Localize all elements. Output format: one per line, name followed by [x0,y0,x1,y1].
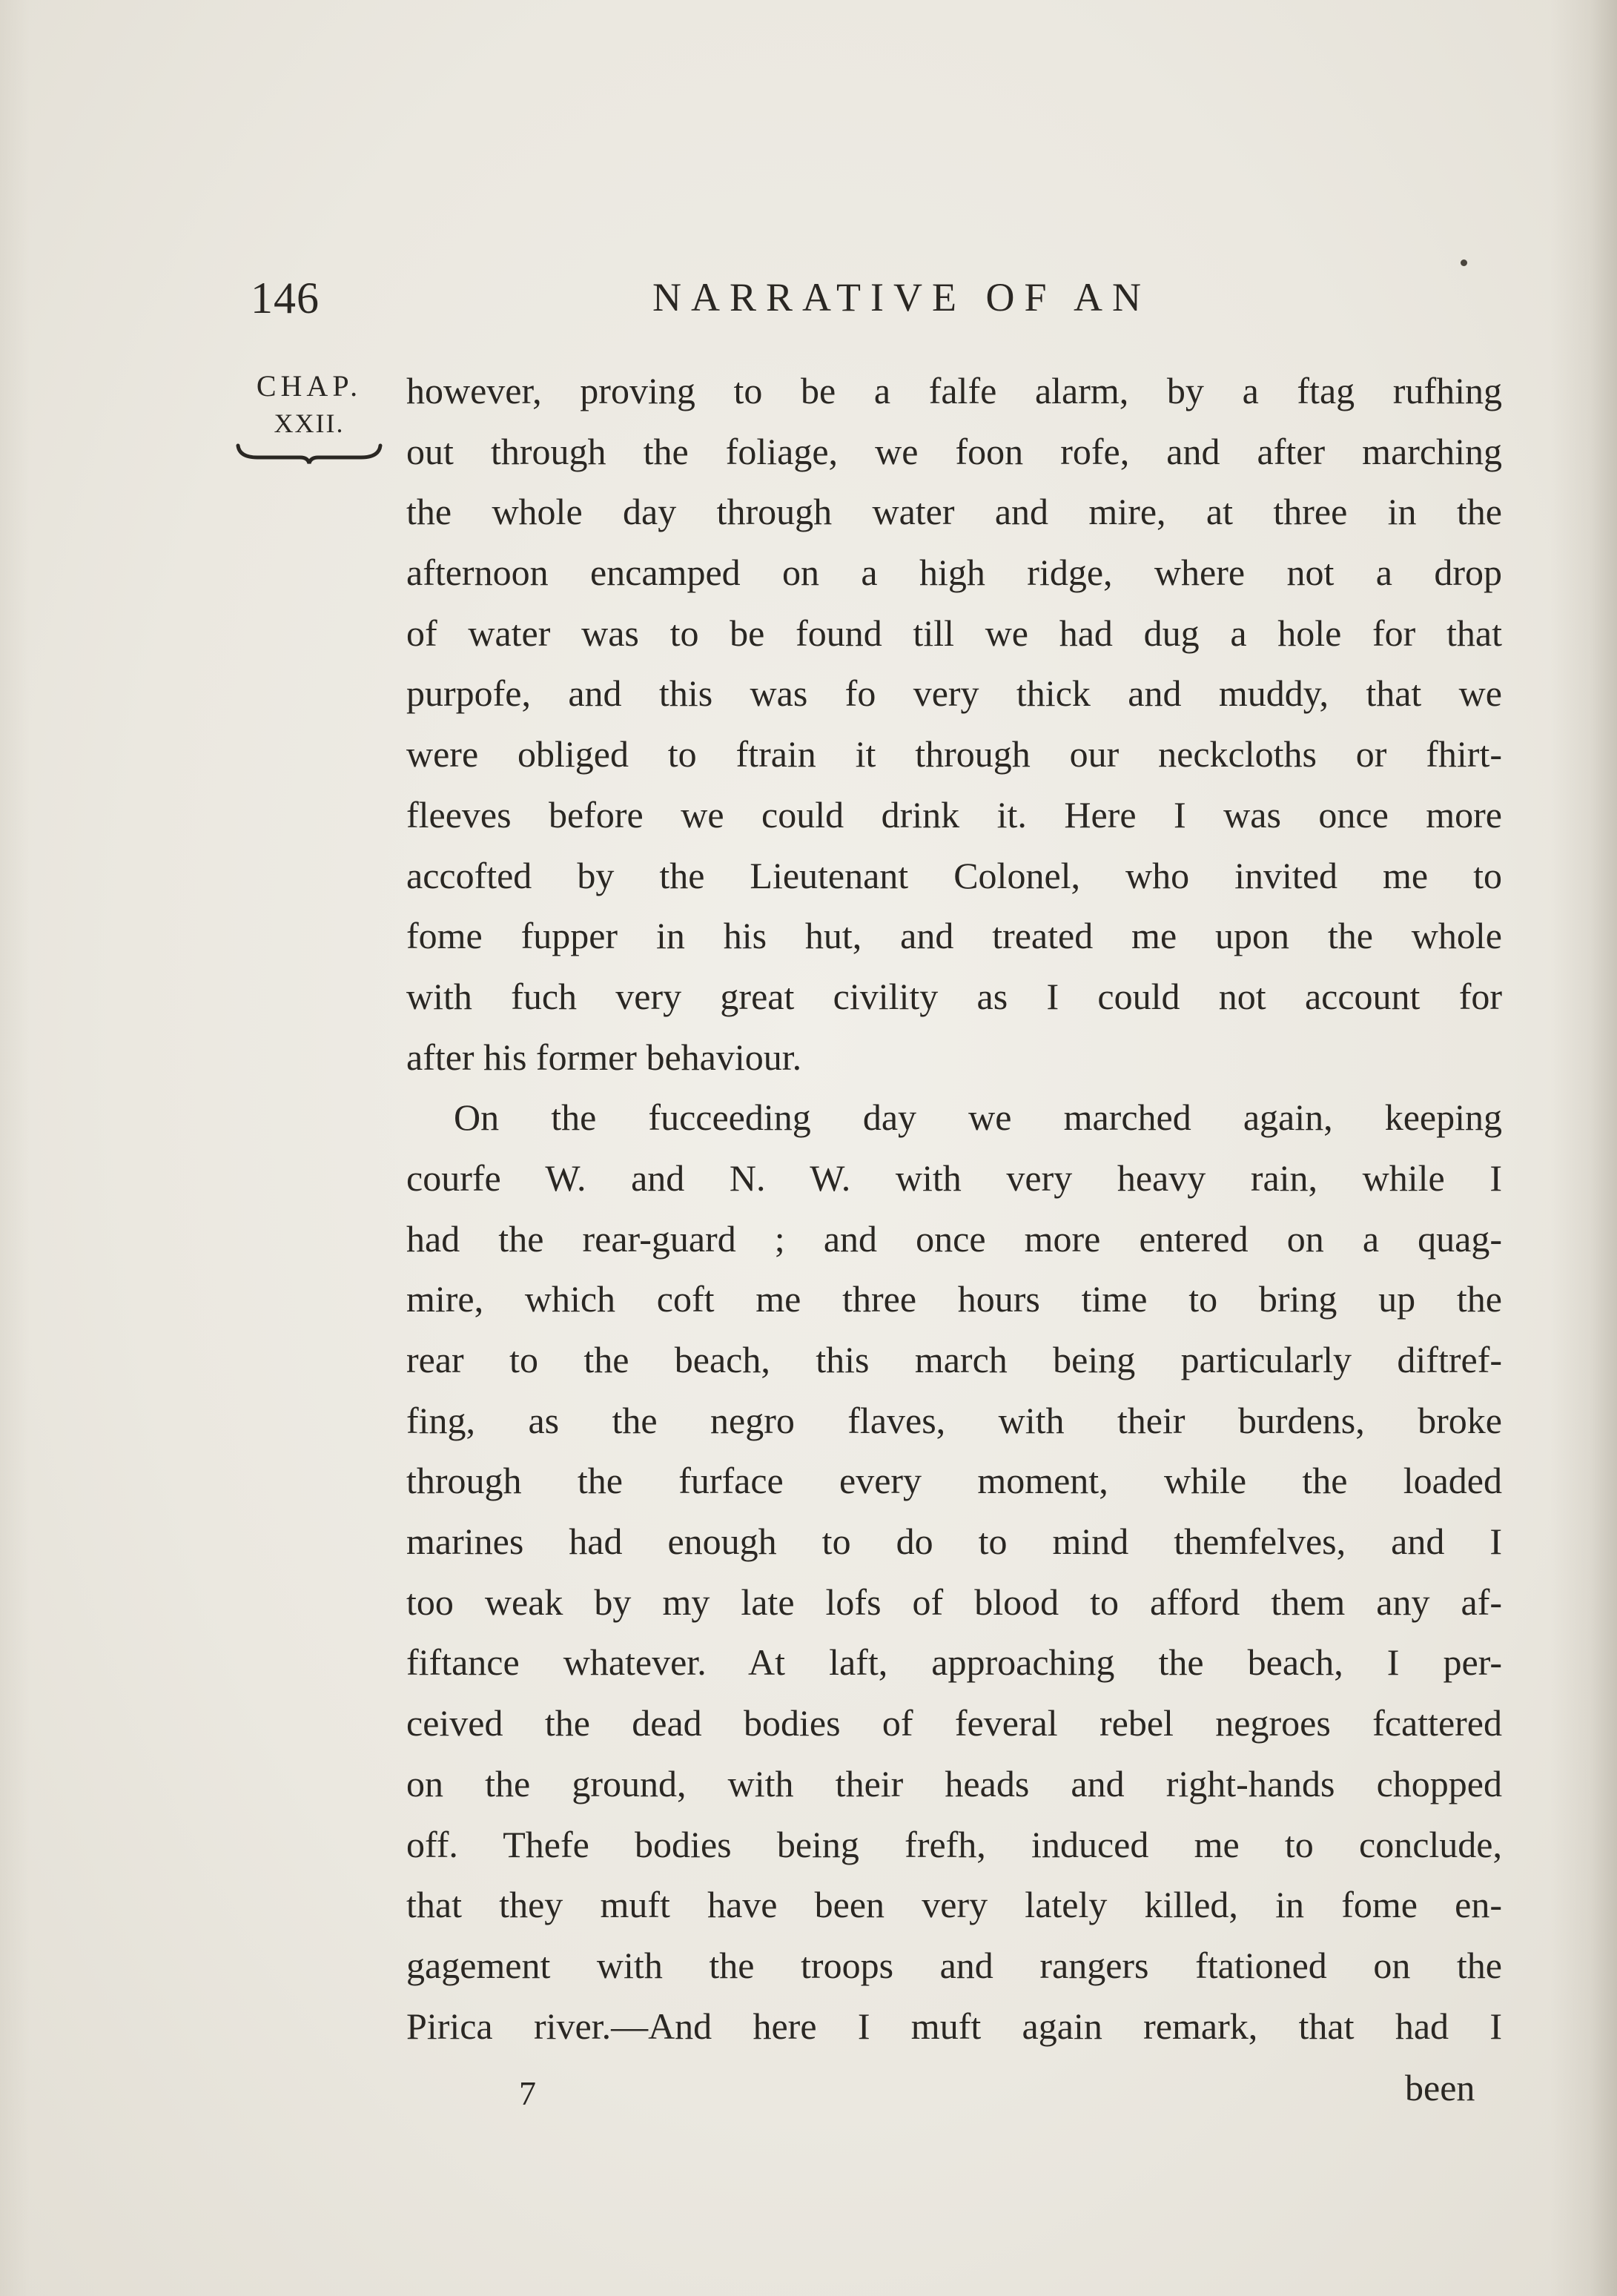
body-text [406,361,1502,2057]
text-line-22: fiftance whatever. At laft, approaching the beach, I per- [406,1641,1502,1684]
catchword: been [1405,2067,1475,2108]
text-line-2: out through the foliage, we foon rofe, and after marching [406,430,1502,472]
chapter-number: XXII. [274,408,345,438]
text-line-17: rear to the beach, this march being particularly diftref- [406,1339,1502,1380]
running-head: NARRATIVE OF AN [652,275,1151,320]
signature-mark: 7 [519,2074,536,2112]
text-line-7: were obliged to ftrain it through our neckcloths or fhirt- [406,733,1502,775]
text-line-1: however, proving to be a falfe alarm, by a ftag rufhing [406,370,1502,411]
text-line-19: through the furface every moment, while the loaded [406,1460,1502,1502]
ink-speck [1461,259,1467,266]
text-line-4: afternoon encamped on a high ridge, where not a drop [406,552,1502,594]
text-line-16: mire, which coft me three hours time to bring up the [406,1278,1502,1320]
text-line-18: fing, as the negro flaves, with their burdens, broke [406,1399,1502,1441]
gutter-shadow [1550,0,1617,2296]
chapter-label: CHAP. [256,369,363,403]
text-line-12: after his former behaviour. [406,1036,802,1078]
text-line-25: off. Thefe bodies being frefh, induced me to conclude, [406,1823,1502,1865]
text-line-20: marines had enough to do to mind themfelves, and I [406,1521,1502,1563]
text-line-13: On the fucceeding day we marched again, keeping [454,1096,1502,1139]
text-line-8: fleeves before we could drink it. Here I was once more [406,793,1502,836]
page-edge-shadow [0,0,30,2296]
text-line-9: accofted by the Lieutenant Colonel, who invited me to [406,854,1502,896]
text-line-5: of water was to be found till we had dug a hole for that [406,612,1502,654]
text-line-6: purpofe, and this was fo very thick and muddy, that we [406,672,1502,715]
text-line-24: on the ground, with their heads and right-hands chopped [406,1762,1502,1804]
text-line-26: that they muft have been very lately killed, in fome en- [406,1884,1502,1926]
text-line-10: fome fupper in his hut, and treated me upon the whole [406,915,1502,957]
page-number: 146 [251,274,320,322]
brace-ornament-icon [235,443,383,465]
text-line-11: with fuch very great civility as I could not account for [406,975,1502,1017]
text-line-21: too weak by my late lofs of blood to afford them any af- [406,1581,1502,1623]
text-line-15: had the rear-guard ; and once more entered on a quag- [406,1217,1502,1260]
text-line-3: the whole day through water and mire, at three in the [406,491,1502,533]
text-line-28: Pirica river.—And here I muft again remark, that had I [406,2005,1502,2047]
text-line-23: ceived the dead bodies of feveral rebel negroes fcattered [406,1702,1502,1744]
text-line-14: courfe W. and N. W. with very heavy rain, while I [406,1157,1502,1199]
chapter-margin-note [231,367,387,465]
text-line-27: gagement with the troops and rangers ftationed on the [406,1944,1502,1986]
